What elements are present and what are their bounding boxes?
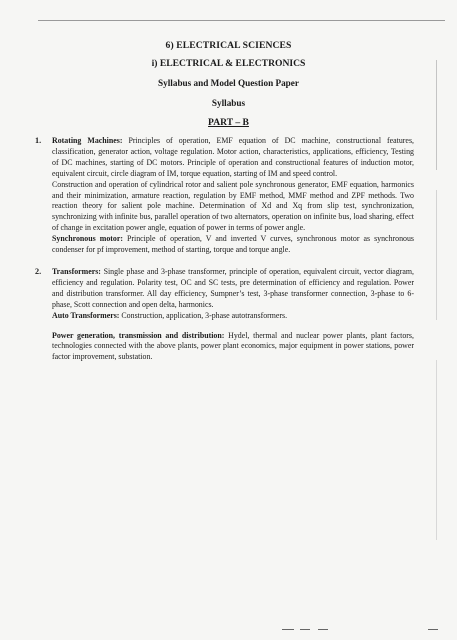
department-heading: 6) ELECTRICAL SCIENCES (165, 40, 292, 51)
section-title: Transformers: (52, 266, 101, 276)
scan-top-rule (38, 20, 445, 21)
section-transformers (35, 266, 414, 322)
section-rotating-machines (35, 136, 414, 256)
syllabus-heading: Syllabus (211, 98, 246, 108)
subsection-paragraph (52, 234, 414, 256)
section-title: Power generation, transmission and distribution: (52, 330, 225, 340)
section-paragraph (52, 136, 414, 180)
spacer (52, 322, 414, 331)
spacer (52, 256, 414, 267)
subsection-text: Principle of operation, V and inverted V curves, synchronous motor as synchronous condenser for pf improvement, method of starting, torque and torque angle. (52, 234, 414, 255)
document-title: Syllabus and Model Question Paper (158, 78, 299, 88)
subsection-title: Auto Transformers: (52, 310, 120, 320)
scan-footer-mark (428, 629, 438, 630)
section-paragraph (52, 267, 414, 311)
scan-footer-mark (318, 629, 328, 630)
part-heading: PART – B (208, 117, 249, 128)
section-paragraph: Construction and operation of cylindrical rotor and salient pole synchronous generator, EMF equation, harmonics and their minimization, armature reaction, regulation by EMF method, MMF method and ZPF methods. Two reaction theory for salient pole machine. Determination of Xd and Xq from slip test, synchronization, synchronizing with infinite bus, parallel operation of two alternators, operation on infinite bus, load sharing, effect of change in excitation power angle, equation of power in terms of power angle. (52, 179, 414, 233)
subsection-text: Construction, application, 3-phase autotransformers. (121, 310, 288, 320)
scan-edge-mark (436, 190, 437, 320)
scan-edge-mark (436, 360, 437, 540)
section-number: 2. (35, 266, 42, 276)
syllabus-body (35, 136, 414, 363)
section-power-generation (52, 331, 414, 364)
section-text: Principles of operation, EMF equation of DC machine, constructional features, classification, generator action, voltage regulation. Motor action, characteristics, applications, efficiency, Testing of DC machines, starting of DC motors. Principle of operation and constructional features of induction motor, equivalent circuit, circle diagram of IM, torque equation, starting of IM and speed control. (52, 136, 414, 178)
subsection-title: Synchronous motor: (52, 234, 123, 244)
section-number: 1. (35, 136, 42, 145)
section-title: Rotating Machines: (52, 136, 123, 145)
scan-edge-mark (436, 60, 437, 170)
subsection-paragraph (52, 311, 414, 322)
branch-heading: i) ELECTRICAL & ELECTRONICS (151, 58, 306, 69)
section-paragraph (52, 331, 414, 364)
scan-footer-mark (300, 629, 310, 630)
section-text: Single phase and 3-phase transformer, principle of operation, equivalent circuit, vector diagram, efficiency and regulation. Polarity test, OC and SC tests, pre determination of efficiency and regulation. Power and distribution transformer. All day efficiency, Sumpner’s test, 3-phase transformer connection, 3-phase to 6-phase, Scott connection and open delta, harmonics. (52, 266, 414, 309)
scan-footer-mark (282, 629, 294, 630)
section-text: Hydel, thermal and nuclear power plants, plant factors, technologies connected with the above plants, power plant economics, major equipment in power stations, power factor improvement, substation. (52, 330, 414, 362)
